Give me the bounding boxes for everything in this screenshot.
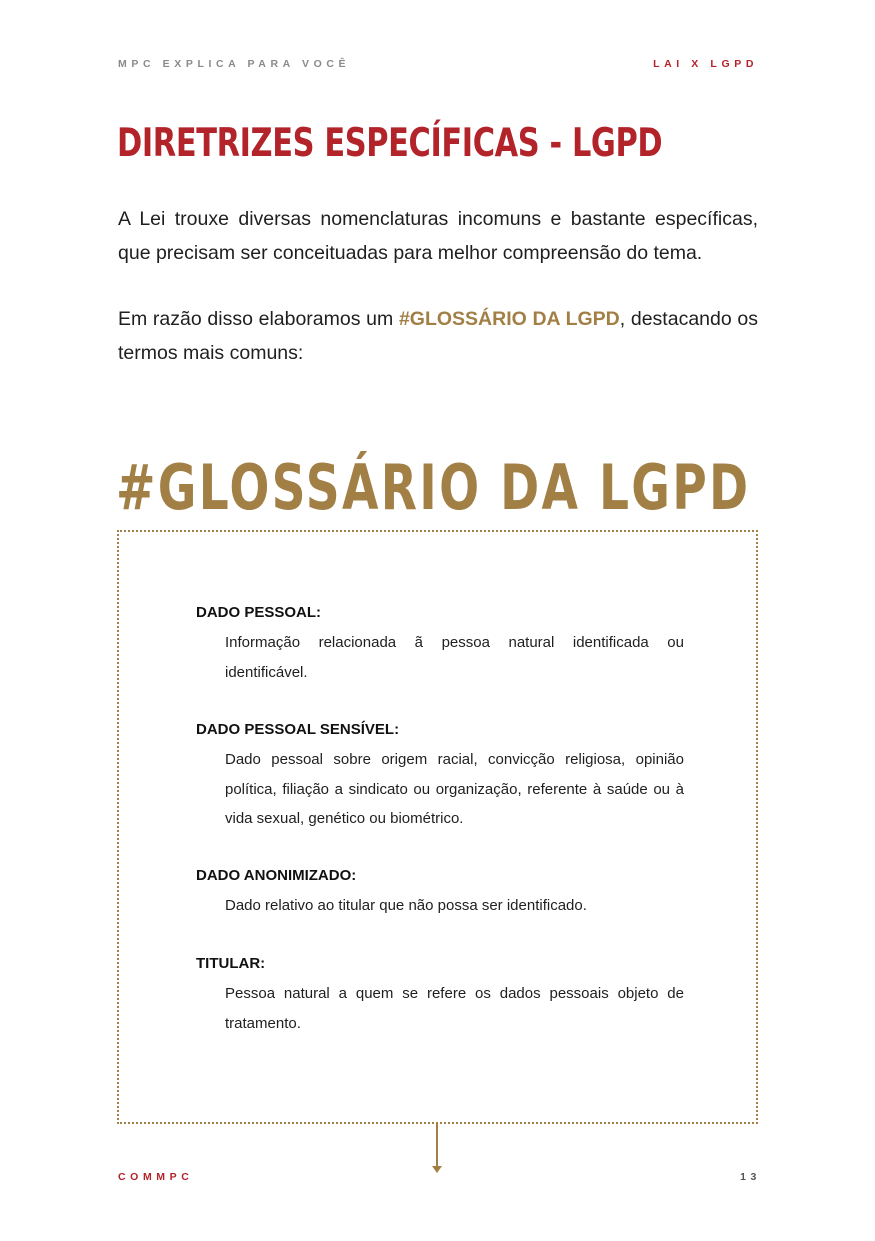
term-definition: Dado pessoal sobre origem racial, convicção religiosa, opinião política, filiação a sindicato ou organização, referente à saúde ou à vida sexual, genético ou biométrico. — [225, 751, 684, 827]
header-right-label: LAI X LGPD — [653, 58, 758, 70]
term-definition: Dado relativo ao titular que não possa ser identificado. — [225, 897, 587, 914]
glossary-term — [196, 719, 684, 834]
term-definition: Informação relacionada ã pessoa natural identificada ou identificável. — [225, 634, 684, 681]
term-heading: DADO PESSOAL SENSÍVEL: — [196, 721, 400, 738]
glossary-term — [196, 865, 684, 921]
intro-paragraph-glossary — [118, 302, 758, 370]
term-heading: DADO PESSOAL: — [196, 604, 322, 621]
intro-text-after: , destacando os termos mais comuns: — [118, 308, 758, 364]
section-title: DIRETRIZES ESPECÍFICAS - LGPD — [117, 121, 663, 166]
term-definition: Pessoa natural a quem se refere os dados pessoais objeto de tratamento. — [225, 985, 684, 1032]
glossary-title: #GLOSSÁRIO DA LGPD — [116, 451, 751, 524]
footer-brand: COMMPC — [118, 1171, 194, 1183]
glossary-term — [196, 953, 684, 1038]
glossary-box — [117, 530, 758, 1124]
term-heading: TITULAR: — [196, 955, 266, 972]
intro-paragraph: A Lei trouxe diversas nomenclaturas incomuns e bastante específicas, que precisam ser conceituadas para melhor compreensão do tema. — [118, 208, 758, 264]
header-left-label: MPC EXPLICA PARA VOCÊ — [118, 58, 351, 70]
term-heading: DADO ANONIMIZADO: — [196, 867, 357, 884]
page-number: 13 — [740, 1171, 761, 1183]
intro-text-before: Em razão disso elaboramos um — [118, 308, 399, 330]
glossary-highlight: #GLOSSÁRIO DA LGPD — [398, 308, 620, 330]
glossary-term — [196, 602, 684, 687]
connector-line — [436, 1122, 438, 1166]
arrow-down-icon — [432, 1166, 442, 1173]
